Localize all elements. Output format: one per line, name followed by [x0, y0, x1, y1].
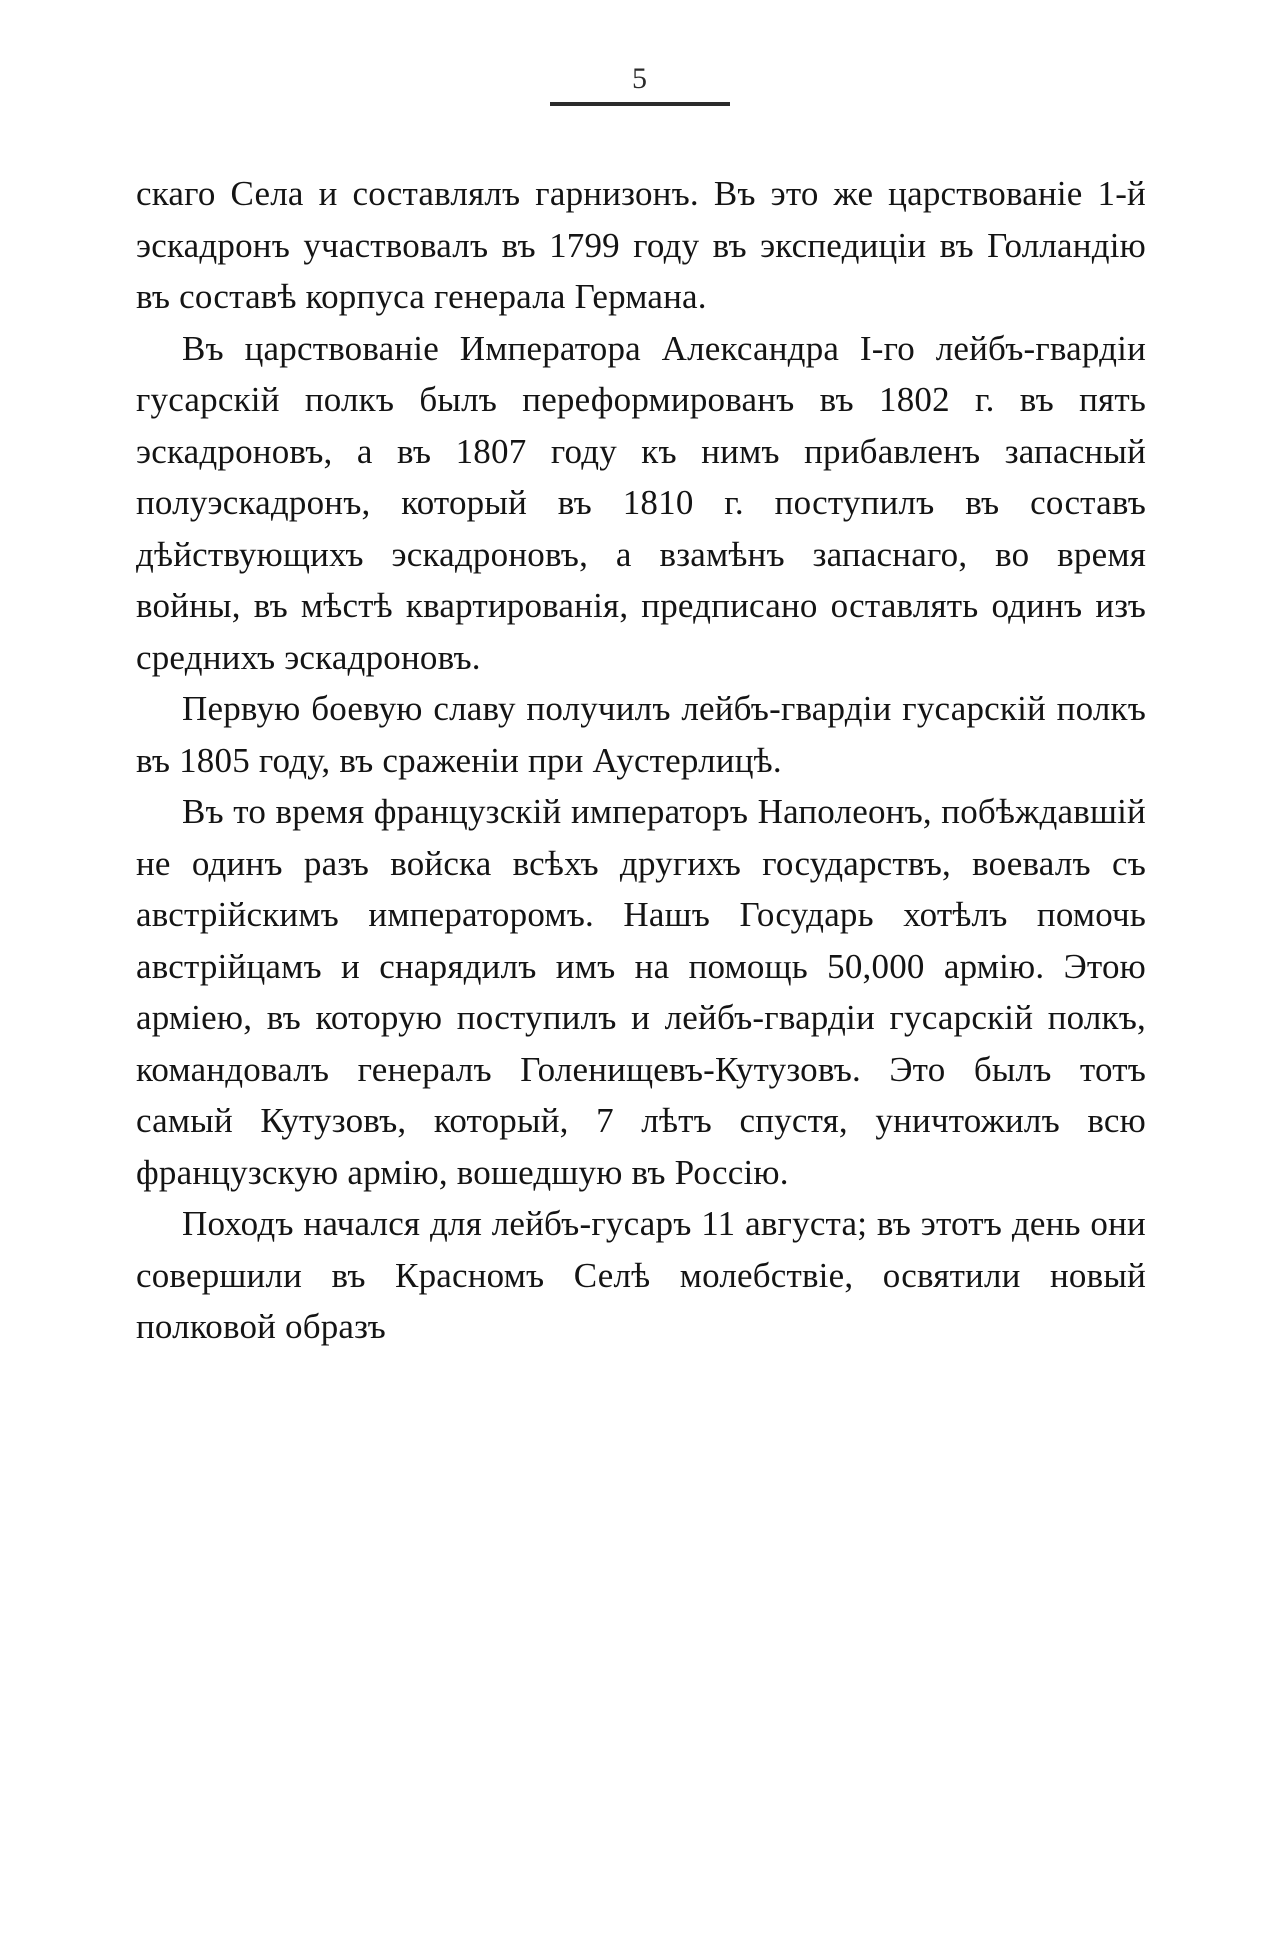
paragraph-text: Въ царствованіе Императора Александра I-го лейбъ-гвардіи гусарскій полкъ былъ переформированъ въ 1802 г. въ пять эскадроновъ, а въ 1807 году къ нимъ прибавленъ запасный полуэскадронъ, который въ 1810 г. поступилъ въ составъ дѣйствующихъ эскадроновъ, а взамѣнъ запаснаго, во время войны, въ мѣстѣ квартированія, предписано оставлять одинъ изъ среднихъ эскадроновъ. [136, 328, 1146, 677]
paragraph-text: Въ то время французскій императоръ Наполеонъ, побѣждавшій не одинъ разъ войска всѣхъ другихъ государствъ, воевалъ съ австрійскимъ императоромъ. Нашъ Государь хотѣлъ помочь австрійцамъ и снарядилъ имъ на помощь 50,000 армію. Этою арміею, въ которую поступилъ и лейбъ-гвардіи гусарскій полкъ, командовалъ генералъ Голенищевъ-Кутузовъ. Это былъ тотъ самый Кутузовъ, который, 7 лѣтъ спустя, уничтожилъ всю французскую армію, вошедшую въ Россію. [136, 792, 1146, 1192]
paragraph [136, 786, 1146, 1198]
paragraph-text: Походъ начался для лейбъ-гусаръ 11 августа; въ этотъ день они совершили въ Красномъ Селѣ молебствіе, освятили новый полковой образъ [136, 1204, 1146, 1346]
page-header [0, 64, 1280, 106]
paragraph-text: скаго Села и составлялъ гарнизонъ. Въ это же царствованіе 1-й эскадронъ участвовалъ въ 1799 году въ экспедиціи въ Голландію въ составѣ корпуса генерала Германа. [136, 174, 1146, 316]
paragraph-text: Первую боевую славу получилъ лейбъ-гвардіи гусарскій полкъ въ 1805 году, въ сраженіи при Аустерлицѣ. [136, 689, 1146, 780]
paragraph [136, 1198, 1146, 1353]
body-text [136, 168, 1146, 1353]
paragraph [136, 168, 1146, 323]
paragraph [136, 683, 1146, 786]
paragraph [136, 323, 1146, 684]
page-number: 5 [632, 62, 648, 95]
header-rule [550, 102, 730, 106]
